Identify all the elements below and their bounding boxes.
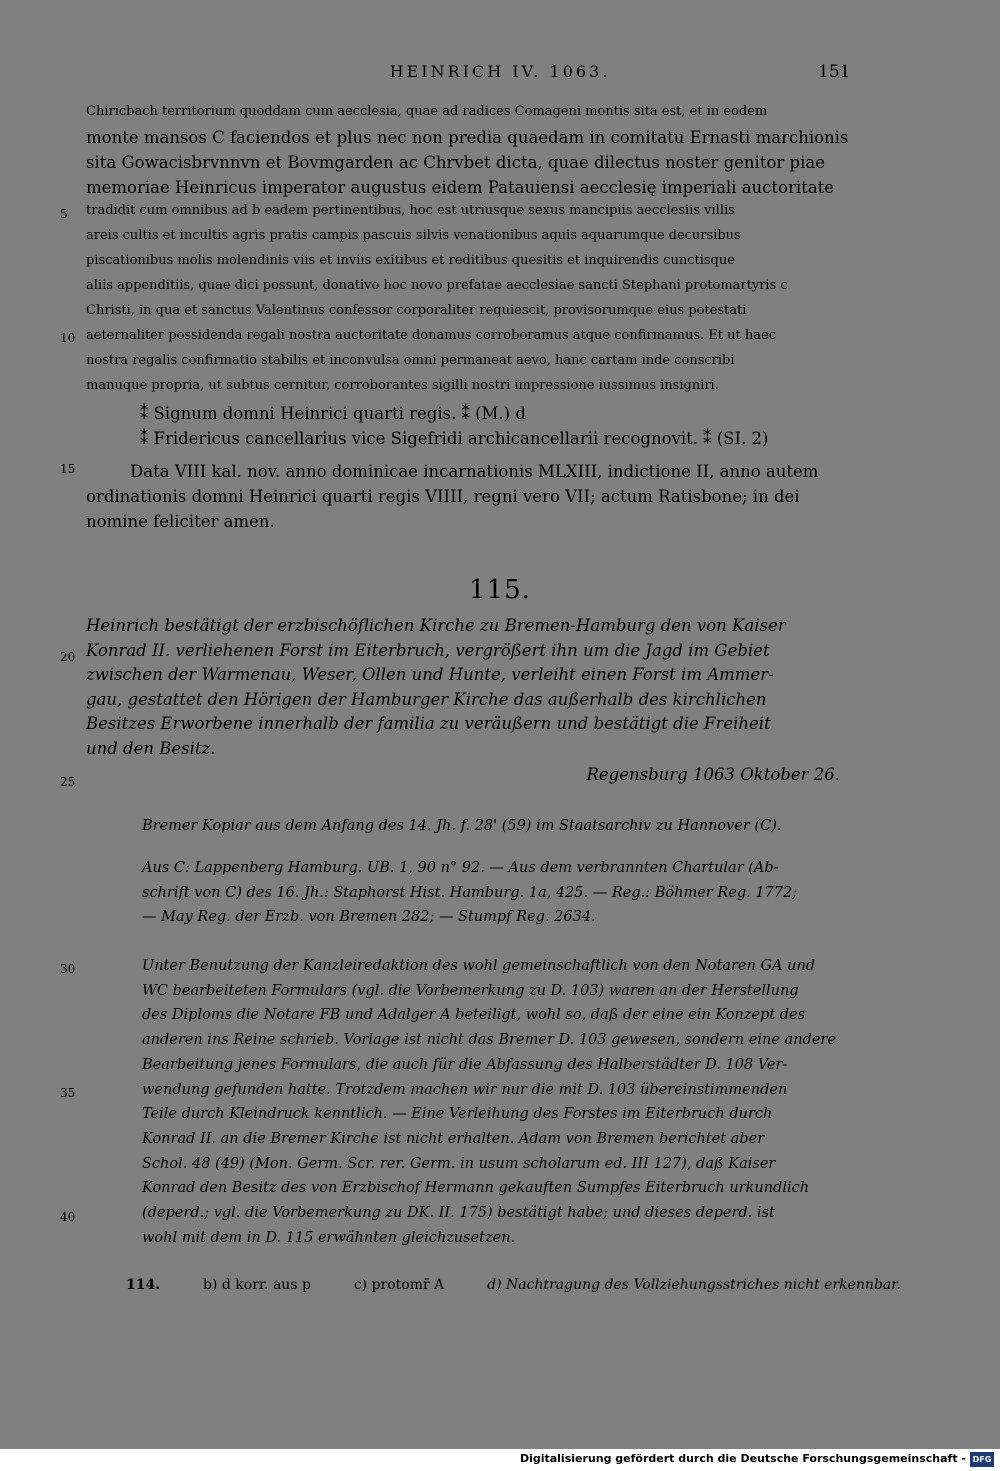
running-header: HEINRICH IV. 1063. (389, 62, 611, 81)
text-line: ⁑ Signum domni Heinrici quarti regis. ⁑ (M.) d (140, 404, 526, 423)
line-number: 35 (60, 1086, 76, 1100)
funding-footer (0, 1449, 1000, 1471)
text-line: Data VIII kal. nov. anno dominicae incarnationis MLXIII, indictione II, anno autem (130, 462, 819, 481)
commentary-line: Bearbeitung jenes Formulars, die auch für die Abfassung des Halberstädter D. 108 Ver- (142, 1056, 788, 1073)
dfg-logo-icon: DFG (970, 1452, 994, 1467)
regest-line: Konrad II. verliehenen Forst im Eiterbruch, vergrößert ihn um die Jagd im Gebiet (86, 640, 770, 660)
text-line: piscationibus molis molendinis viis et inviis exitibus et reditibus quesitis et inquirendis cunctisque (86, 253, 735, 268)
place-date: Regensburg 1063 Oktober 26. (586, 765, 840, 784)
footnote-label: 114. (126, 1277, 161, 1293)
text-line: Chiricbach territorium quoddam cum aecclesia, quae ad radices Comageni montis sita est, et in eodem (86, 104, 768, 119)
funding-text: Digitalisierung gefördert durch die Deutsche Forschungsgemeinschaft - (519, 1452, 966, 1465)
text-line: Christi, in qua et sanctus Valentinus confessor corporaliter requiescit, provisorumque eius potestati (86, 303, 747, 318)
regest-line: Besitzes Erworbene innerhalb der familia zu veräußern und bestätigt die Freiheit (86, 714, 771, 733)
commentary-line: anderen ins Reine schrieb. Vorlage ist nicht das Bremer D. 103 gewesen, sondern eine andere (142, 1032, 836, 1049)
commentary-line: des Diploms die Notare FB und Adalger A beteiligt, wohl so, daß der eine ein Konzept des (142, 1007, 806, 1024)
source-line: Bremer Kopiar aus dem Anfang des 14. Jh. f. 28' (59) im Staatsarchiv zu Hannover (C). (142, 818, 782, 834)
text-line: areis cultis et incultis agris pratis campis pascuis silvis venationibus aquis aquarumque decursibus (86, 228, 741, 243)
text-line: aliis appenditiis, quae dici possunt, donativo hoc novo prefatae aecclesiae sancti Stephani protomartyris c (86, 278, 788, 293)
commentary-line: Schol. 48 (49) (Mon. Germ. Scr. rer. Germ. in usum scholarum ed. III 127), daß Kaiser (142, 1155, 776, 1172)
edition-line: Aus C: Lappenberg Hamburg. UB. 1, 90 n° 92. — Aus dem verbrannten Chartular (Ab- (142, 860, 779, 876)
footnote-b: b) d korr. aus p (203, 1277, 311, 1293)
line-number: 40 (60, 1210, 76, 1224)
regest-line: und den Besitz. (86, 738, 216, 758)
text-line: ordinationis domni Heinrici quarti regis VIIII, regni vero VII; actum Ratisbone; in dei (86, 487, 800, 506)
commentary-line: Konrad II. an die Bremer Kirche ist nicht erhalten. Adam von Bremen berichtet aber (142, 1130, 765, 1147)
line-number: 10 (60, 331, 76, 345)
line-number: 25 (60, 775, 76, 789)
line-number: 20 (60, 650, 76, 664)
footnotes (126, 1277, 901, 1293)
commentary-line: wendung gefunden hatte. Trotzdem machen wir nur die mit D. 103 übereinstimmenden (142, 1081, 788, 1098)
commentary-line: WC bearbeiteten Formulars (vgl. die Vorbemerkung zu D. 103) waren an der Herstellung (142, 982, 799, 999)
line-number: 15 (60, 462, 76, 476)
line-number: 30 (60, 962, 76, 976)
text-line: tradidit cum omnibus ad b eadem pertinentibus, hoc est utriusque sexus mancipiis aecclesiis villis (86, 203, 735, 218)
edition-line: schrift von C) des 16. Jh.: Staphorst Hist. Hamburg. 1a, 425. — Reg.: Böhmer Reg. 1772; (142, 884, 798, 901)
text-line: memoriae Heinricus imperator augustus eidem Patauiensi aecclesię imperiali auctoritate (86, 178, 835, 197)
text-line: aeternaliter possidenda regali nostra auctoritate donamus corroboramus atque confirmamus. Et ut haec (86, 328, 776, 343)
commentary-line: wohl mit dem in D. 115 erwähnten gleichzusetzen. (142, 1229, 516, 1246)
regest-line: zwischen der Warmenau, Weser, Ollen und Hunte, verleiht einen Forst im Ammer- (86, 665, 774, 684)
commentary-line: Konrad den Besitz des von Erzbischof Hermann gekauften Sumpfes Eiterbruch urkundlich (142, 1180, 810, 1197)
regest-line: gau, gestattet den Hörigen der Hamburger Kirche das außerhalb des kirchlichen (86, 689, 767, 709)
edition-line: — May Reg. der Erzb. von Bremen 282; — Stumpf Reg. 2634. (142, 909, 596, 925)
text-line: nomine feliciter amen. (86, 512, 275, 531)
commentary-line: (deperd.; vgl. die Vorbemerkung zu DK. II. 175) bestätigt habe; und dieses deperd. ist (142, 1205, 775, 1221)
footnote-c: c) protomr̄ A (353, 1277, 445, 1293)
text-line: sita Gowacisbrvnnvn et Bovmgarden ac Chrvbet dicta, quae dilectus noster genitor piae (86, 153, 825, 172)
footnote-d: d) Nachtragung des Vollziehungsstriches nicht erkennbar. (487, 1277, 901, 1293)
text-line: ⁑ Fridericus cancellarius vice Sigefridi archicancellarii recognovit. ⁑ (SI. 2) (140, 429, 769, 448)
commentary-line: Teile durch Kleindruck kenntlich. — Eine Verleihung des Forstes im Eiterbruch durch (142, 1106, 773, 1123)
page-number: 151 (818, 62, 851, 82)
line-number: 5 (60, 207, 68, 221)
text-line: nostra regalis confirmatio stabilis et inconvulsa omni permaneat aevo, hanc cartam inde conscribi (86, 353, 735, 368)
text-line: manuque propria, ut subtus cernitur, corroborantes sigilli nostri impressione iussimus insigniri. (86, 378, 719, 393)
text-line: monte mansos C faciendos et plus nec non predia quaedam in comitatu Ernasti marchionis (86, 128, 849, 147)
commentary-line: Unter Benutzung der Kanzleiredaktion des wohl gemeinschaftlich von den Notaren GA und (142, 958, 816, 974)
section-number: 115. (469, 575, 531, 605)
regest-line: Heinrich bestätigt der erzbischöflichen Kirche zu Bremen-Hamburg den von Kaiser (86, 616, 786, 635)
